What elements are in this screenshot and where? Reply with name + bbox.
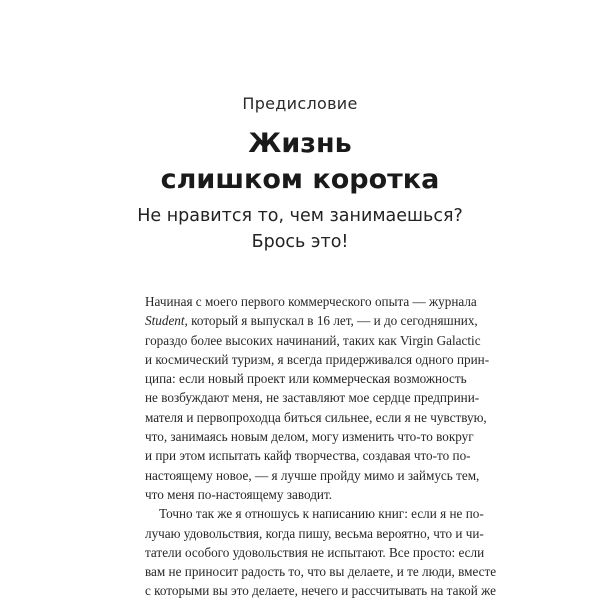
text-line: Точно так же я отношусь к написанию книг: если я не по- [159,506,484,522]
chapter-title-line-2: слишком коротка [160,164,440,195]
text-line: что, занимаясь новым делом, могу изменить что-то вокруг [145,429,474,445]
chapter-subtitle [0,203,600,255]
text-line: татели особого удовольствия не испытают. Все просто: если [145,544,485,560]
text-line: Начиная с моего первого коммерческого опыта — журнала [145,294,477,309]
text-line: настоящему новое, — я лучше пройду мимо и займусь тем, [145,467,480,483]
paragraph-2 [145,504,497,600]
text-line: что меня по-настоящему заводит. [145,486,333,502]
text-line: вам не приносит радость то, что вы делаете, и те люди, вместе [145,564,497,580]
text-line [145,311,478,330]
chapter-title [0,126,600,198]
body-text [145,292,497,601]
text-line: ципа: если новый проект или коммерческая возможность [145,371,467,387]
text-line: гораздо более высоких начинаний, таких как Virgin Galactic [145,332,481,348]
text-fragment: который я выпускал в 16 лет, — и до сегодняшних, [187,313,478,329]
text-line: мателя и первопроходца биться сильнее, если я не чувствую, [145,409,487,425]
chapter-title-line-1: Жизнь [248,128,352,159]
text-line: и при этом испытать кайф творчества, создавая что-то по- [145,448,471,464]
section-label: Предисловие [242,94,358,113]
paragraph-1 [145,292,490,504]
text-line: и космический туризм, я всегда придерживался одного прин- [145,351,490,367]
text-line: не возбуждают меня, не заставляют мое сердце предприни- [145,390,480,406]
italic-word: Student, [145,313,188,329]
text-line: лучаю удовольствия, когда пишу, весьма вероятно, что и чи- [145,525,484,541]
chapter-subtitle-line-1: Не нравится то, чем занимаешься? [137,206,463,226]
text-line: с которыми вы это делаете, нечего и рассчитывать на такой же [145,583,496,599]
chapter-subtitle-line-2: Брось это! [251,232,349,252]
